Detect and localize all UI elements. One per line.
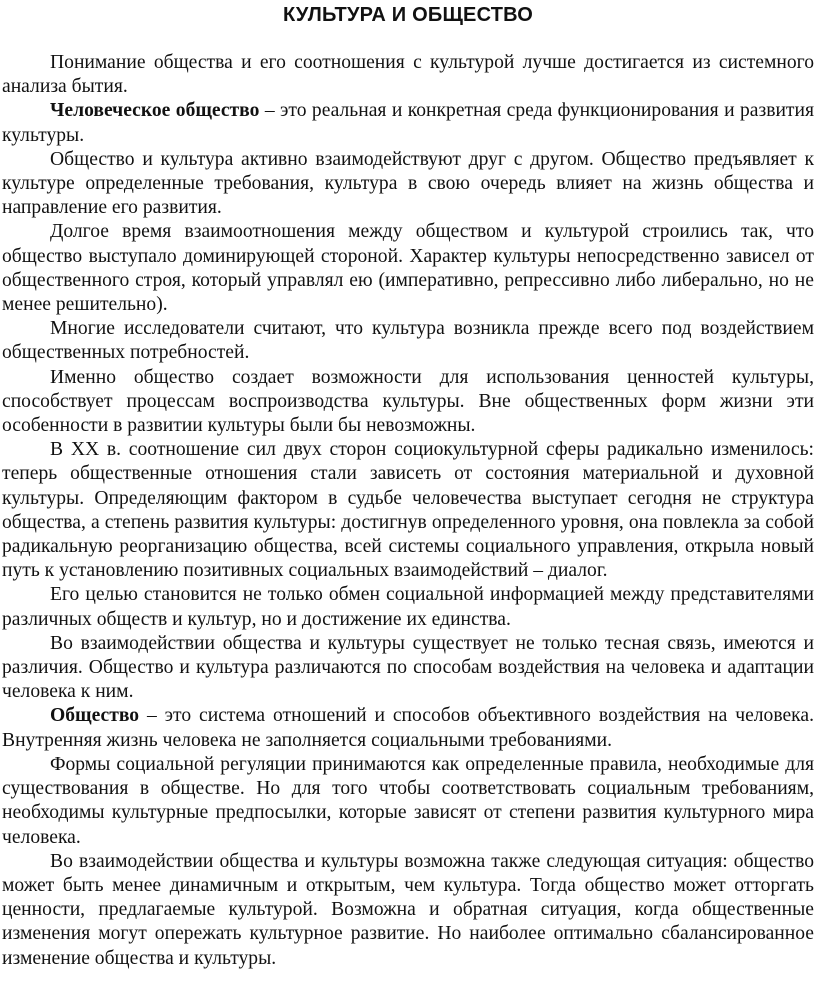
- paragraph-text: Именно общество создает возможности для использования ценностей культуры, способствует процессам воспроизводства культуры. Вне общественных форм жизни эти особенности в развитии культуры были бы невозможны.: [2, 366, 814, 437]
- paragraph-text: Многие исследователи считают, что культура возникла прежде всего под воздействием общественных потребностей.: [2, 318, 814, 364]
- paragraph-text: – это система отношений и способов объективного воздействия на человека. Внутренняя жизнь человека не заполняется социальными требованиями.: [2, 705, 814, 751]
- page-title: КУЛЬТУРА И ОБЩЕСТВО: [282, 4, 534, 26]
- document-body: [2, 51, 814, 971]
- paragraph-text: Долгое время взаимоотношения между обществом и культурой строились так, что общество выступало доминирующей стороной. Характер культуры непосредственно зависел от общественного строя, который управлял ею (императивно, репрессивно либо либерально, но не менее решительно).: [2, 221, 814, 316]
- paragraph-text: Его целью становится не только обмен социальной информацией между представителями различных обществ и культур, но и достижение их единства.: [2, 584, 814, 630]
- paragraph-5: [2, 317, 814, 365]
- paragraph-7: [2, 438, 814, 583]
- paragraph-3: [2, 148, 814, 221]
- paragraph-1: [2, 51, 814, 99]
- paragraph-text: Понимание общества и его соотношения с культурой лучше достигается из системного анализа бытия.: [2, 52, 814, 98]
- term-society: Общество: [50, 705, 140, 727]
- paragraph-11: [2, 753, 814, 850]
- paragraph-text: Общество и культура активно взаимодействуют друг с другом. Общество предъявляет к культуре определенные требования, культура в свою очередь влияет на жизнь общества и направление его развития.: [2, 148, 814, 219]
- paragraph-2: [2, 99, 814, 147]
- paragraph-text: В XX в. соотношение сил двух сторон социокультурной сферы радикально изменилось: теперь общественные отношения стали зависеть от состояния материальной и духовной культуры. Определяющим фактором в судьбе человечества выступает сегодня не структура общества, а степень развития культуры: достигнув определенного уровня, она повлекла за собой радикальную реорганизацию общества, всей системы социального управления, открыла новый путь к установлению позитивных социальных взаимодействий – диалог.: [2, 439, 814, 582]
- paragraph-4: [2, 220, 814, 317]
- paragraph-text: Формы социальной регуляции принимаются как определенные правила, необходимые для существования в обществе. Но для того чтобы соответствовать социальным требованиям, необходимы культурные предпосылки, которые зависят от степени развития культурного мира человека.: [2, 753, 814, 848]
- paragraph-6: [2, 366, 814, 439]
- paragraph-12: [2, 850, 814, 971]
- paragraph-9: [2, 632, 814, 705]
- paragraph-text: Во взаимодействии общества и культуры возможна также следующая ситуация: общество может быть менее динамичным и открытым, чем культура. Тогда общество может отторгать ценности, предлагаемые культурой. Возможна и обратная ситуация, когда общественные изменения могут опережать культурное развитие. Но наиболее оптимально сбалансированное изменение общества и культуры.: [2, 850, 814, 969]
- term-human-society: Человеческое общество: [50, 100, 260, 122]
- paragraph-8: [2, 583, 814, 631]
- paragraph-text: Во взаимодействии общества и культуры существует не только тесная связь, имеются и различия. Общество и культура различаются по способам воздействия на человека и адаптации человека к ним.: [2, 632, 814, 703]
- paragraph-text: – это реальная и конкретная среда функционирования и развития культуры.: [2, 100, 814, 146]
- paragraph-10: [2, 704, 814, 752]
